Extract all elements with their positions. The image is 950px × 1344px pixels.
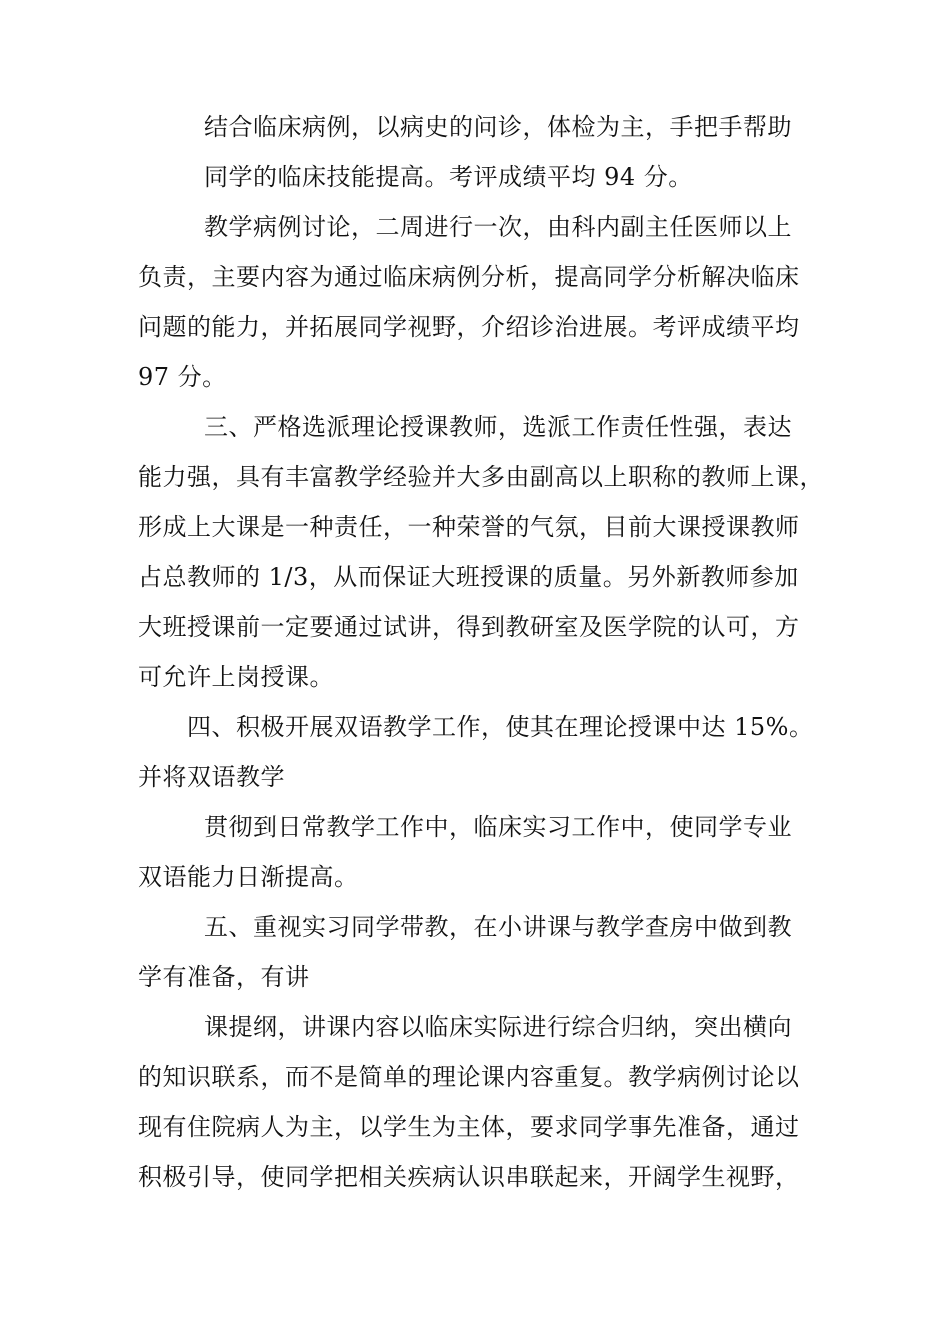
text-line: 现有住院病人为主，以学生为主体，要求同学事先准备，通过 <box>138 1113 800 1141</box>
text-line: 占总教师的 1/3，从而保证大班授课的质量。另外新教师参加 <box>138 563 799 591</box>
text-line: 双语能力日渐提高。 <box>138 863 359 891</box>
text-line: 能力强，具有丰富教学经验并大多由副高以上职称的教师上课， <box>138 463 824 491</box>
text-line: 可允许上岗授课。 <box>138 663 334 691</box>
text-line: 形成上大课是一种责任，一种荣誉的气氛，目前大课授课教师 <box>138 513 800 541</box>
text-line: 课提纲，讲课内容以临床实际进行综合归纳，突出横向 <box>204 1013 792 1041</box>
text-line: 同学的临床技能提高。考评成绩平均 94 分。 <box>204 163 693 191</box>
text-line: 贯彻到日常教学工作中，临床实习工作中，使同学专业 <box>204 813 792 841</box>
text-line: 并将双语教学 <box>138 763 285 791</box>
text-line: 五、重视实习同学带教，在小讲课与教学查房中做到教 <box>204 913 792 941</box>
text-line: 的知识联系，而不是简单的理论课内容重复。教学病例讨论以 <box>138 1063 800 1091</box>
text-line: 四、积极开展双语教学工作，使其在理论授课中达 15%。 <box>187 713 814 741</box>
text-line: 教学病例讨论，二周进行一次，由科内副主任医师以上 <box>204 213 792 241</box>
text-line: 结合临床病例，以病史的问诊，体检为主，手把手帮助 <box>204 113 792 141</box>
text-line: 三、严格选派理论授课教师，选派工作责任性强，表达 <box>204 413 792 441</box>
text-line: 大班授课前一定要通过试讲，得到教研室及医学院的认可，方 <box>138 613 800 641</box>
text-line: 积极引导，使同学把相关疾病认识串联起来，开阔学生视野， <box>138 1163 800 1191</box>
text-line: 学有准备，有讲 <box>138 963 310 991</box>
text-line: 问题的能力，并拓展同学视野，介绍诊治进展。考评成绩平均 <box>138 313 800 341</box>
text-line: 负责，主要内容为通过临床病例分析，提高同学分析解决临床 <box>138 263 800 291</box>
text-line: 97 分。 <box>138 363 227 391</box>
